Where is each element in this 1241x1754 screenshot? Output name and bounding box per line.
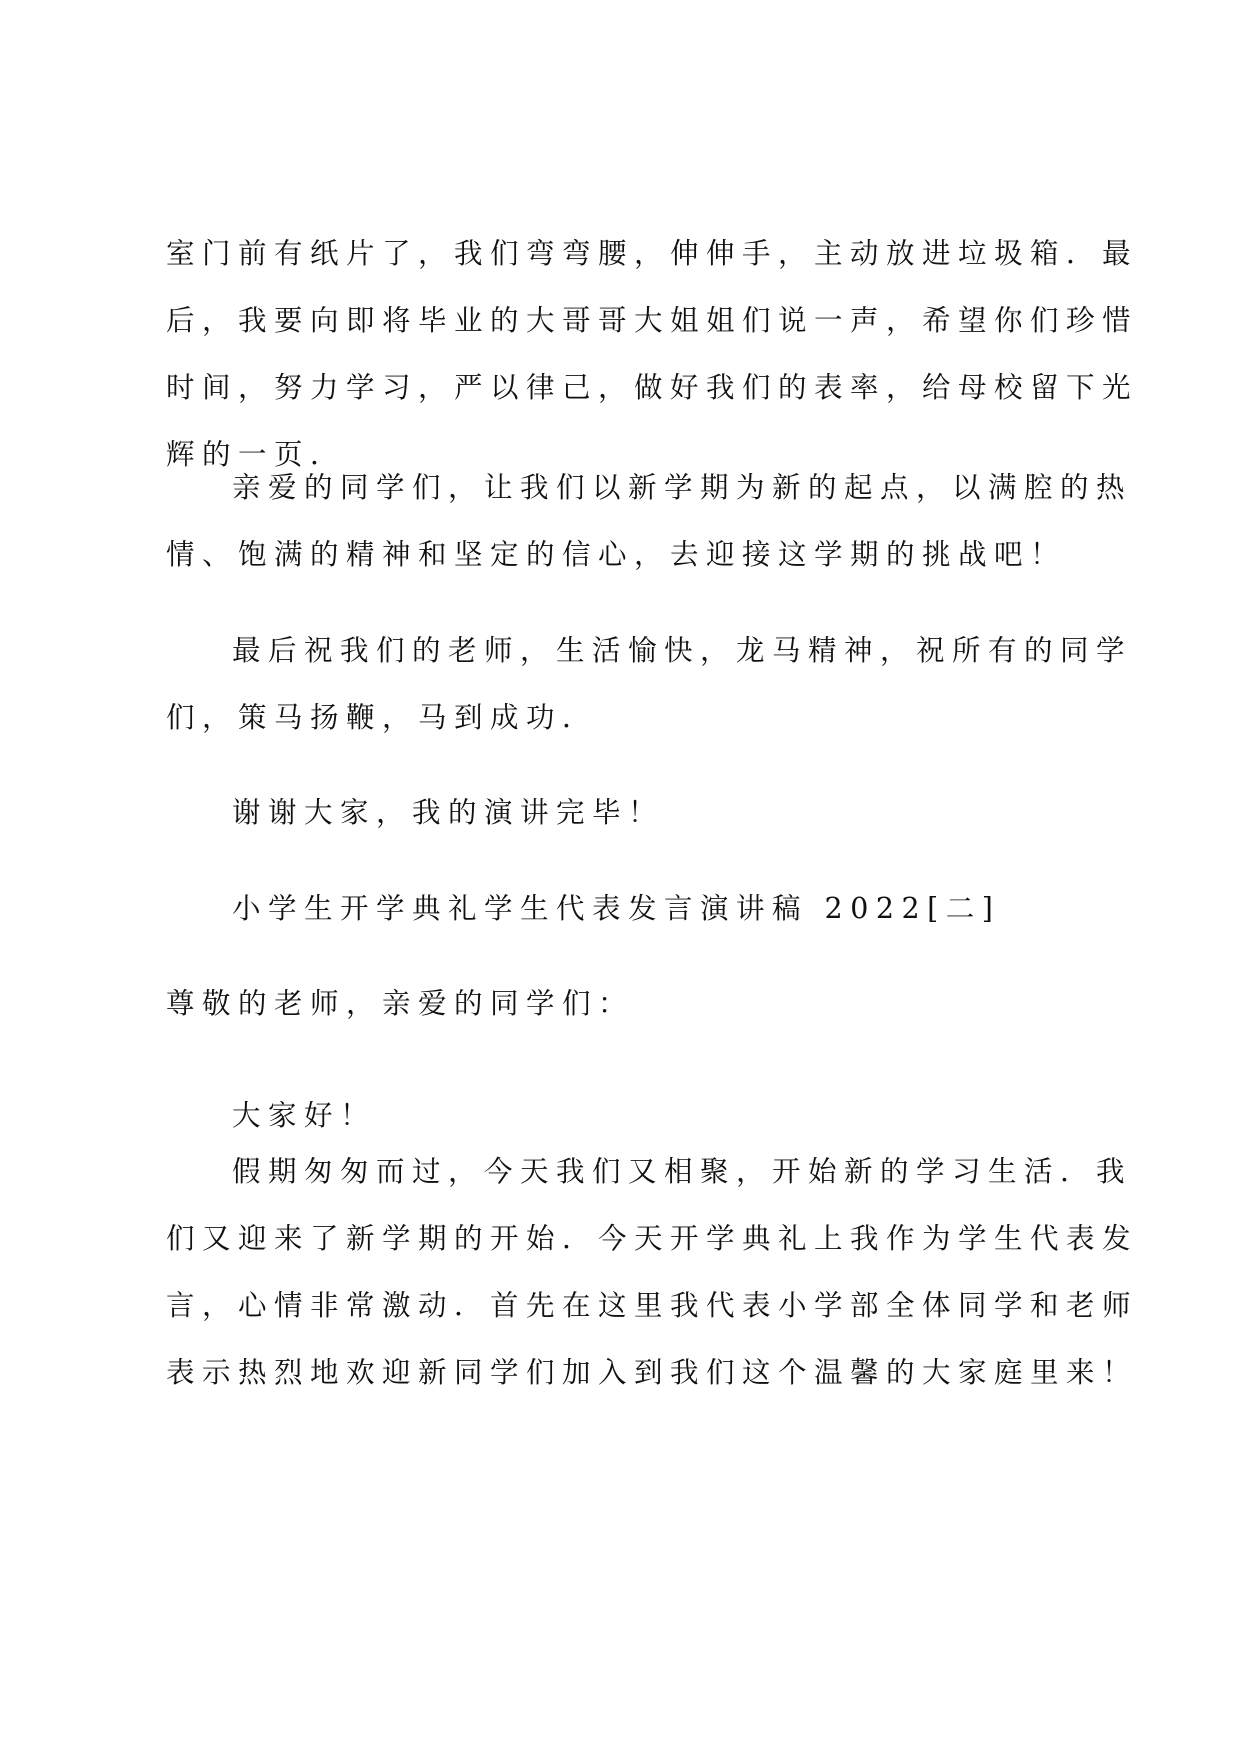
paragraph-wishes — [166, 617, 1133, 751]
text-line: 们，策马扬鞭，马到成功． — [166, 701, 599, 734]
salutation — [166, 970, 1072, 1037]
text-line: 表示热烈地欢迎新同学们加入到我们这个温馨的大家庭里来！ — [166, 1356, 1139, 1389]
text-line: 亲爱的同学们，让我们以新学期为新的起点，以满腔的热 — [232, 471, 1133, 504]
text-line: 们又迎来了新学期的开始．今天开学典礼上我作为学生代表发 — [166, 1222, 1139, 1255]
text-line: 室门前有纸片了，我们弯弯腰，伸伸手，主动放进垃圾箱．最 — [166, 237, 1139, 270]
text-line: 假期匆匆而过，今天我们又相聚，开始新的学习生活．我 — [232, 1155, 1133, 1188]
paragraph-closing-call — [166, 454, 1133, 588]
text-line: 后，我要向即将毕业的大哥哥大姐姐们说一声，希望你们珍惜 — [166, 304, 1139, 337]
text-line: 最后祝我们的老师，生活愉快，龙马精神，祝所有的同学 — [232, 634, 1133, 667]
paragraph-thanks — [166, 779, 1072, 846]
section-heading-text: 小学生开学典礼学生代表发言演讲稿 2022[二] — [232, 892, 1001, 925]
text-line: 言，心情非常激动．首先在这里我代表小学部全体同学和老师 — [166, 1289, 1139, 1322]
text-line: 谢谢大家，我的演讲完毕！ — [232, 796, 665, 829]
salutation-text: 尊敬的老师，亲爱的同学们： — [166, 987, 635, 1020]
paragraph-opening — [166, 1138, 1139, 1406]
text-line: 时间，努力学习，严以律己，做好我们的表率，给母校留下光 — [166, 371, 1139, 404]
text-line: 情、饱满的精神和坚定的信心，去迎接这学期的挑战吧！ — [166, 538, 1067, 571]
section-heading — [166, 875, 1072, 942]
greeting-text: 大家好！ — [232, 1099, 377, 1132]
text-line: 辉的一页． — [166, 438, 347, 471]
